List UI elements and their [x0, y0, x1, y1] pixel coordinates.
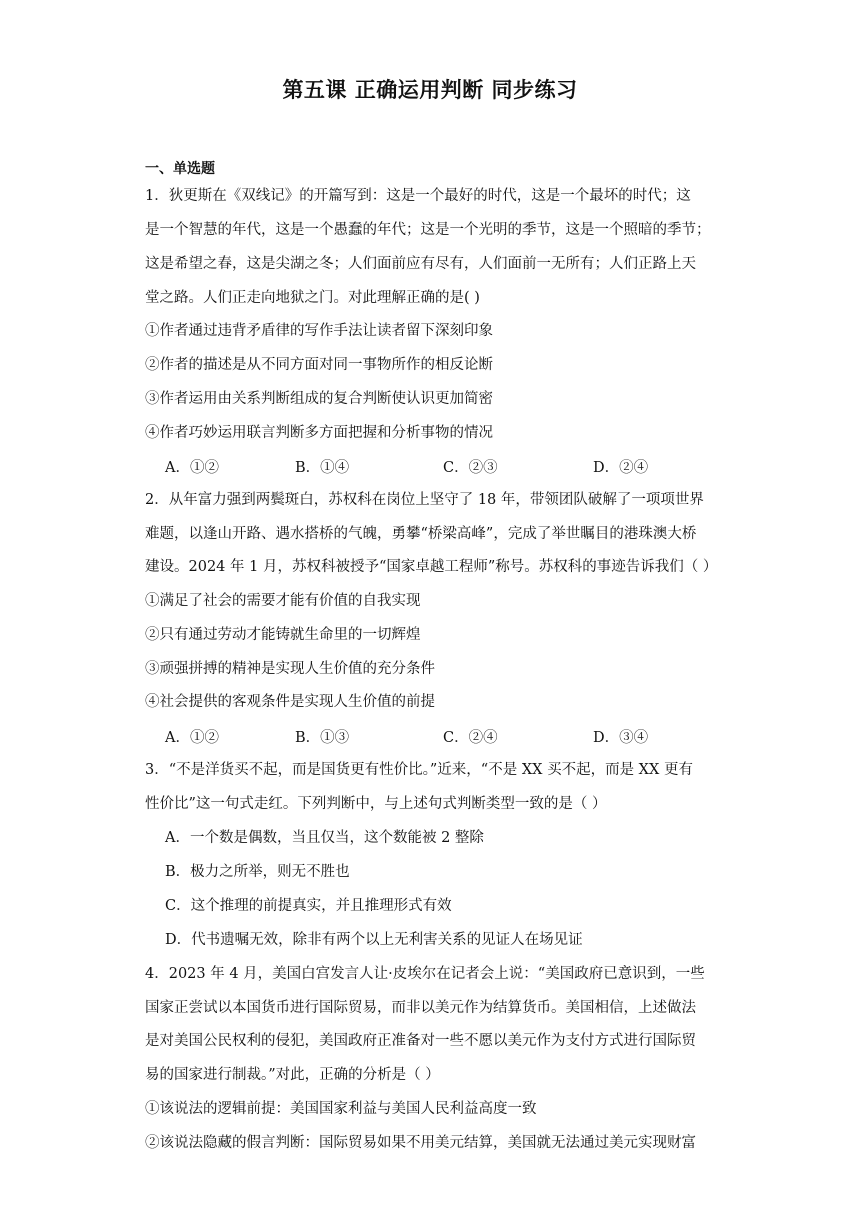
q3-stem-line: 性价比”这一句式走红。下列判断中，与上述句式判断类型一致的是（ ）	[145, 796, 607, 812]
q1-option-a: A．①②	[165, 460, 219, 476]
q2-statement: ③顽强拼搏的精神是实现人生价值的充分条件	[145, 661, 435, 677]
page-title: 第五课 正确运用判断 同步练习	[282, 78, 578, 102]
q2-stem-line: 难题，以逢山开路、遇水搭桥的气魄，勇攀“桥梁高峰”，完成了举世瞩目的港珠澳大桥	[145, 526, 697, 542]
q1-statement: ①作者通过违背矛盾律的写作手法让读者留下深刻印象	[145, 323, 493, 339]
q4-stem-line: 是对美国公民权利的侵犯，美国政府正准备对一些不愿以美元作为支付方式进行国际贸	[145, 1033, 696, 1049]
q2-statement: ④社会提供的客观条件是实现人生价值的前提	[145, 694, 435, 710]
q3-option-a: A．一个数是偶数，当且仅当，这个数能被 2 整除	[165, 830, 484, 846]
q4-statement: ①该说法的逻辑前提：美国国家利益与美国人民利益高度一致	[145, 1101, 537, 1117]
q2-statement: ②只有通过劳动才能铸就生命里的一切辉煌	[145, 627, 421, 643]
q1-stem-line: 是一个智慧的年代，这是一个愚蠢的年代；这是一个光明的季节，这是一个照暗的季节；	[145, 222, 711, 238]
q3-option-c: C．这个推理的前提真实，并且推理形式有效	[165, 898, 452, 914]
section-heading: 一、单选题	[145, 161, 215, 177]
q2-option-a: A．①②	[165, 730, 219, 746]
q1-option-d: D．②④	[593, 460, 649, 476]
q1-option-c: C．②③	[443, 460, 498, 476]
q1-statement: ③作者运用由关系判断组成的复合判断使认识更加简密	[145, 391, 493, 407]
q3-option-b: B．极力之所举，则无不胜也	[165, 864, 350, 880]
q2-stem-line: 建设。2024 年 1 月，苏权科被授予“国家卓越工程师”称号。苏权科的事迹告诉我们（ ）	[145, 559, 718, 575]
q1-stem-line: 这是希望之春，这是尖湖之冬；人们面前应有尽有，人们面前一无所有；人们正路上天	[145, 256, 696, 272]
q4-stem-line: 4．2023 年 4 月，美国白宫发言人让·皮埃尔在记者会上说：“美国政府已意识到，一些	[145, 966, 705, 982]
q3-stem-line: 3．“不是洋货买不起，而是国货更有性价比。”近来，“不是 XX 买不起，而是 XX 更有	[145, 762, 693, 778]
q2-option-c: C．②④	[443, 730, 498, 746]
q4-stem-line: 易的国家进行制裁。”对此，正确的分析是（ ）	[145, 1067, 440, 1083]
q2-option-b: B．①③	[295, 730, 350, 746]
q1-stem-line: 1．狄更斯在《双线记》的开篇写到：这是一个最好的时代，这是一个最坏的时代；这	[145, 188, 691, 204]
q2-statement: ①满足了社会的需要才能有价值的自我实现	[145, 593, 421, 609]
q1-option-b: B．①④	[295, 460, 350, 476]
q4-statement: ②该说法隐藏的假言判断：国际贸易如果不用美元结算，美国就无法通过美元实现财富	[145, 1135, 696, 1151]
q1-statement: ④作者巧妙运用联言判断多方面把握和分析事物的情况	[145, 425, 493, 441]
q2-stem-line: 2．从年富力强到两鬓斑白，苏权科在岗位上坚守了 18 年，带领团队破解了一项项世界	[145, 492, 704, 508]
q4-stem-line: 国家正尝试以本国货币进行国际贸易，而非以美元作为结算货币。美国相信，上述做法	[145, 1000, 696, 1016]
q2-option-d: D．③④	[593, 730, 649, 746]
q1-statement: ②作者的描述是从不同方面对同一事物所作的相反论断	[145, 357, 493, 373]
q3-option-d: D．代书遗嘱无效，除非有两个以上无利害关系的见证人在场见证	[165, 932, 583, 948]
q1-stem-line: 堂之路。人们正走向地狱之门。对此理解正确的是( )	[145, 290, 480, 306]
